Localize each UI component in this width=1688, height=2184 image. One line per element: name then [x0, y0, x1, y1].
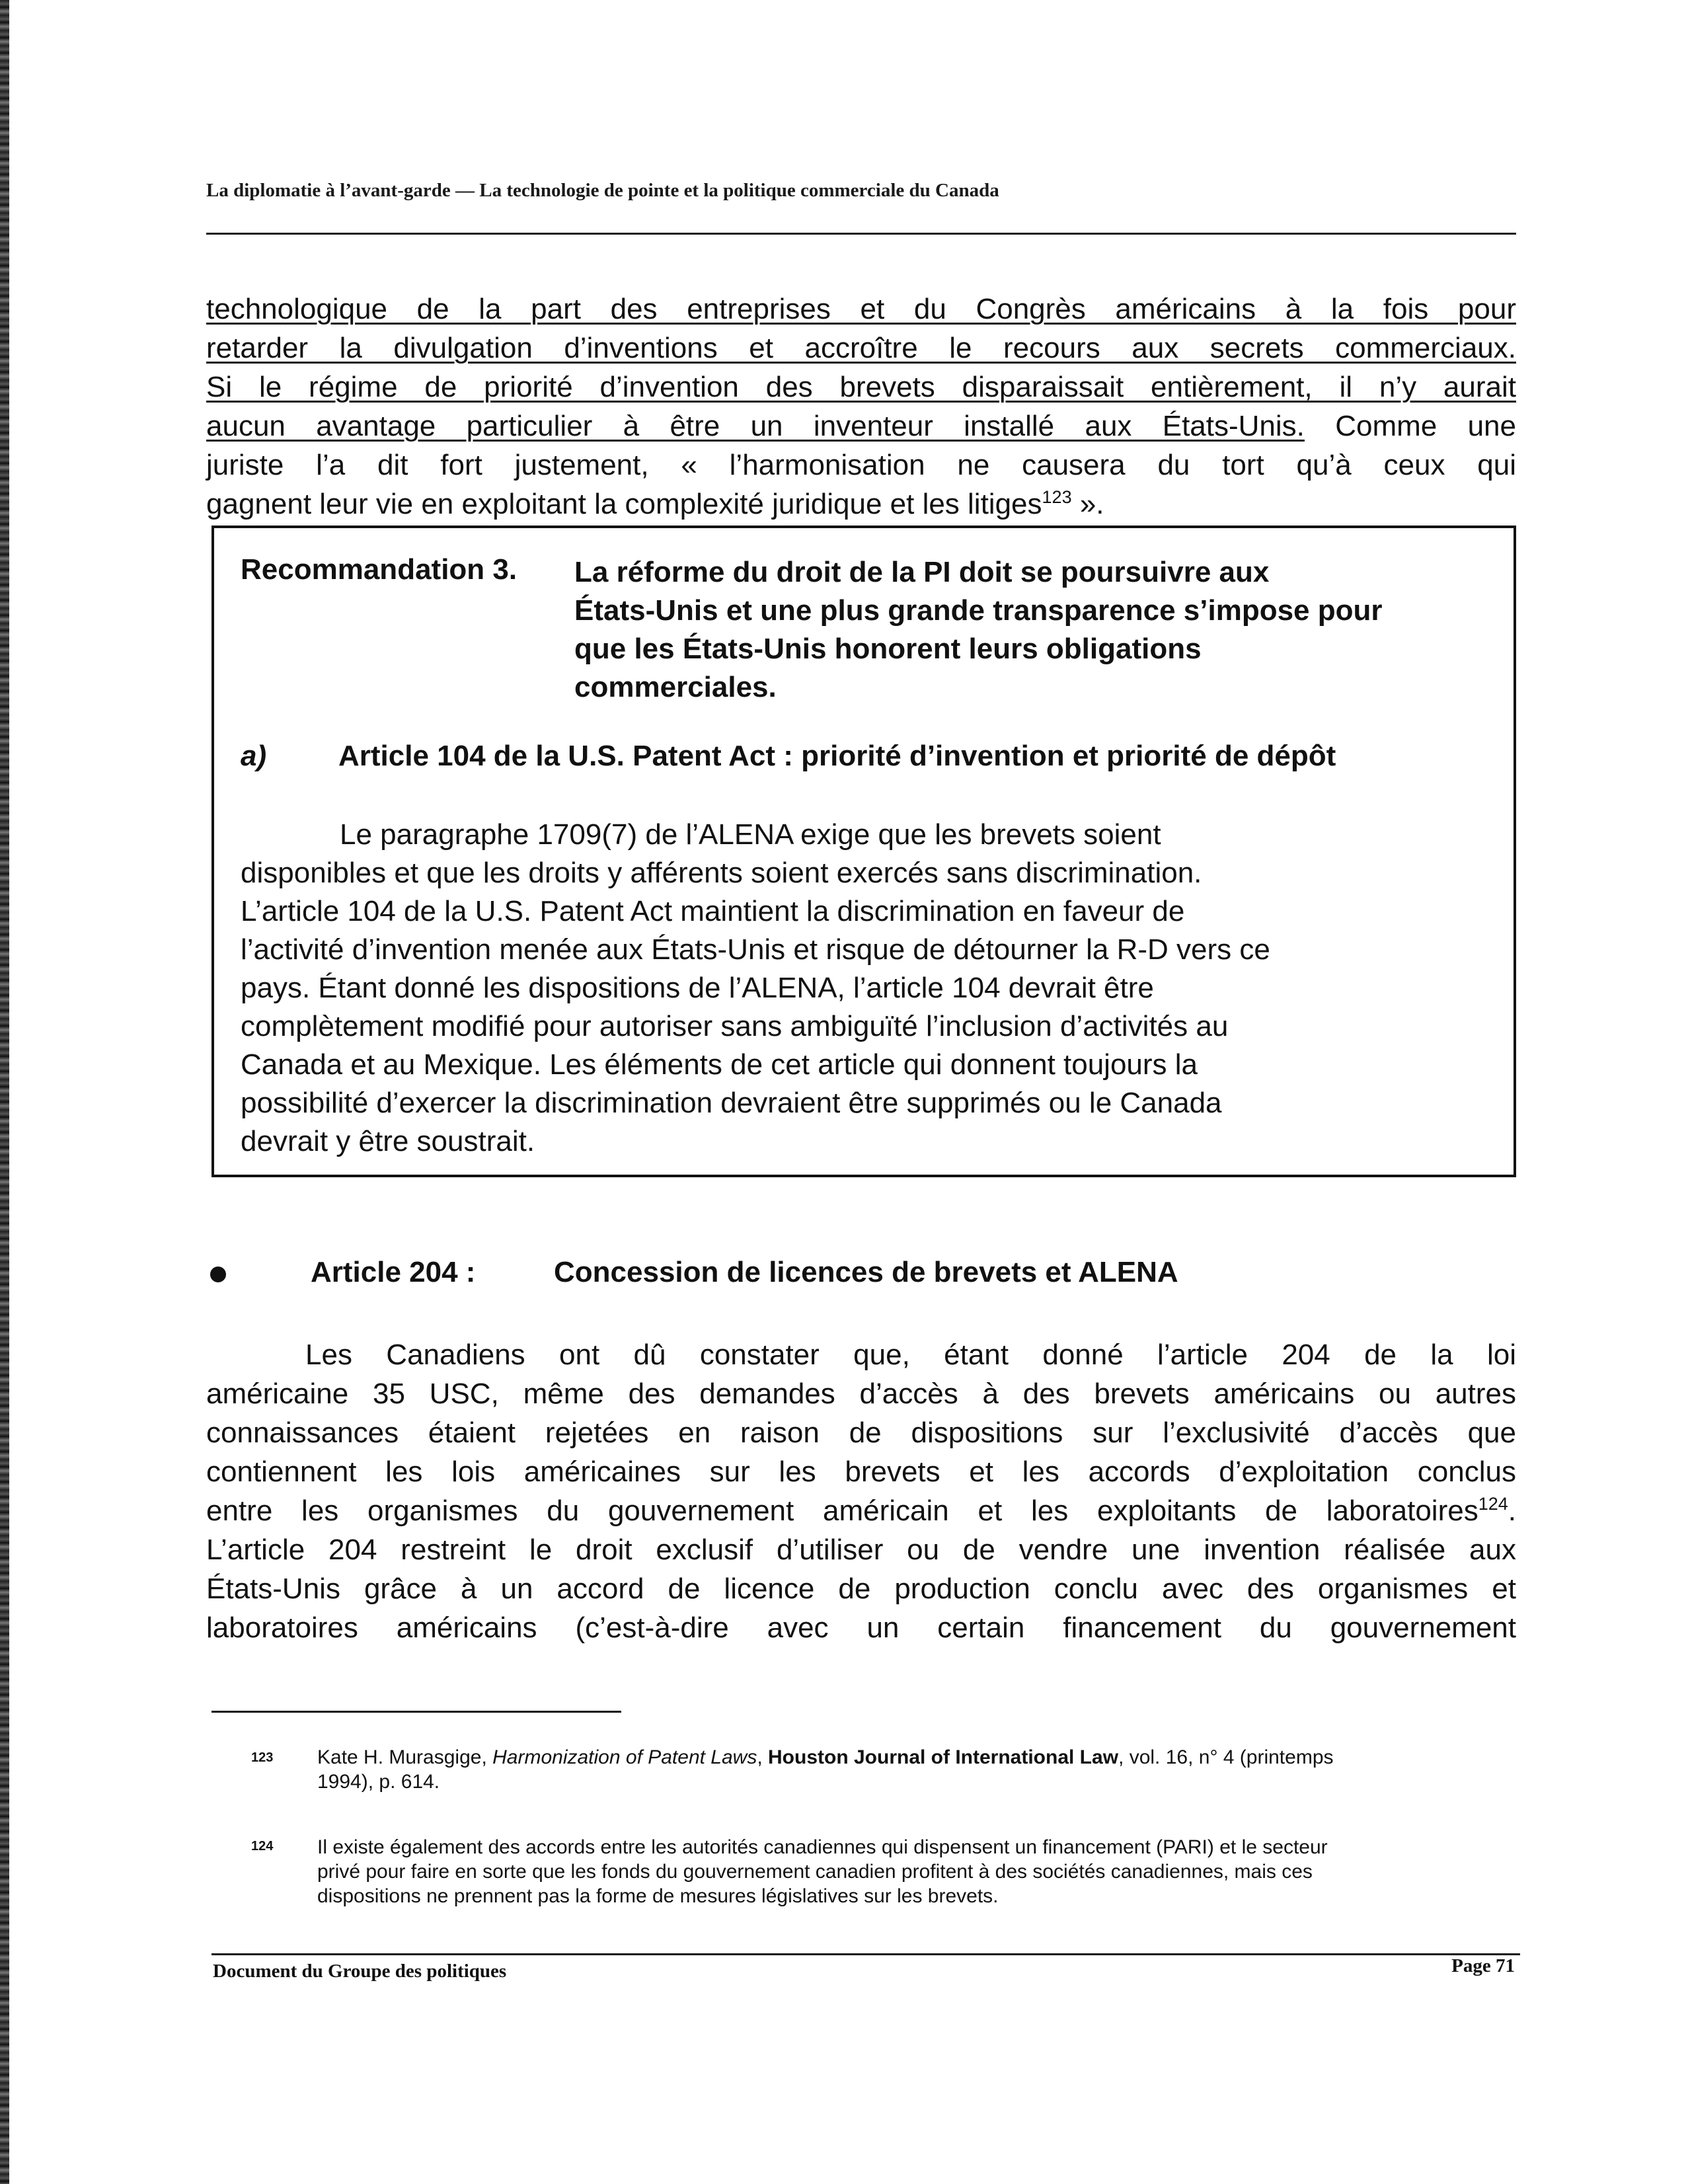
section-label: Article 204 : [311, 1256, 476, 1288]
section-title: Concession de licences de brevets et ALENA [554, 1256, 1178, 1288]
subheading-letter: a) [241, 740, 267, 772]
footnote-ref-123: 123 [1042, 487, 1072, 507]
footnote-ref-124: 124 [1478, 1494, 1508, 1514]
intro-line-1: technologique de la part des entreprises et du Congrès américains à la fois pour [206, 293, 1516, 325]
intro-line-2: retarder la divulgation d’inventions et accroître le recours aux secrets commerciaux. [206, 332, 1516, 364]
bullet-icon [210, 1267, 226, 1282]
intro-line-5: juriste l’a dit fort justement, « l’harmonisation ne causera du tort qu’à ceux qui [206, 449, 1516, 481]
footnote-124: Il existe également des accords entre les autorités canadiennes qui dispensent un financement (PARI) et le secteur privé pour faire en sorte que les fonds du gouvernement canadien profitent à des sociétés canadiennes, mais ces dispositions ne prennent pas la forme de mesures législatives sur les brevets. [317, 1836, 1328, 1907]
paragraph-line: États-Unis grâce à un accord de licence de production conclu avec des organismes et [206, 1573, 1516, 1605]
paragraph-line: l’activité d’invention menée aux États-Unis et risque de détourner la R-D vers ce [241, 933, 1270, 966]
recommendation-line: que les États-Unis honorent leurs obligations [574, 633, 1202, 665]
paragraph-line: pays. Étant donné les dispositions de l’ALENA, l’article 104 devrait être [241, 972, 1154, 1004]
page-number: Page 71 [1451, 1955, 1515, 1976]
paragraph-line: L’article 204 restreint le droit exclusif d’utiliser ou de vendre une invention réalisée aux [206, 1534, 1516, 1566]
paragraph-line: Les Canadiens ont dû constater que, étant donné l’article 204 de la loi [305, 1339, 1516, 1371]
paragraph-line: disponibles et que les droits y afférents soient exercés sans discrimination. [241, 857, 1202, 889]
article-204-paragraph [206, 1335, 1516, 1647]
article-104-paragraph [241, 816, 1483, 1161]
header-rule [206, 233, 1516, 235]
footnote-rule [211, 1711, 621, 1713]
footnote-number: 124 [251, 1839, 274, 1853]
paragraph-line: entre les organismes du gouvernement américain et les exploitants de laboratoires$^{124}$. [206, 1494, 1516, 1527]
recommendation-label: Recommandation 3. [241, 553, 518, 586]
paragraph-line: américaine 35 USC, même des demandes d’accès à des brevets américains ou autres [206, 1378, 1516, 1410]
recommendation-line: États-Unis et une plus grande transparence s’impose pour [574, 594, 1383, 627]
running-header: La diplomatie à l’avant-garde — La technologie de pointe et la politique commerciale du Canada [206, 180, 999, 201]
paragraph-line: contiennent les lois américaines sur les brevets et les accords d’exploitation conclus [206, 1456, 1516, 1488]
paragraph-line: L’article 104 de la U.S. Patent Act maintient la discrimination en faveur de [241, 895, 1185, 927]
paragraph-line: possibilité d’exercer la discrimination devraient être supprimés ou le Canada [241, 1087, 1222, 1119]
paragraph-line: devrait y être soustrait. [241, 1125, 535, 1157]
scan-edge [0, 0, 9, 2184]
recommendation-box [211, 526, 1516, 1177]
recommendation-line: La réforme du droit de la PI doit se poursuivre aux [574, 556, 1270, 588]
footer-document-title: Document du Groupe des politiques [213, 1961, 507, 1982]
intro-paragraph [206, 290, 1516, 524]
recommendation-line: commerciales. [574, 671, 777, 703]
paragraph-line: connaissances étaient rejetées en raison de dispositions sur l’exclusivité d’accès que [206, 1417, 1516, 1449]
paragraph-line: Le paragraphe 1709(7) de l’ALENA exige que les brevets soient [340, 818, 1161, 851]
footnote-123: Kate H. Murasgige, Harmonization of Patent Laws, Houston Journal of International Law, vol. 16, n° 4 (printemps 1994), p. 614. [317, 1746, 1334, 1793]
subheading-title: Article 104 de la U.S. Patent Act : priorité d’invention et priorité de dépôt [338, 740, 1336, 772]
paragraph-line: complètement modifié pour autoriser sans ambiguïté l’inclusion d’activités au [241, 1010, 1229, 1042]
intro-line-4: aucun avantage particulier à être un inventeur installé aux États-Unis. Comme une [206, 410, 1516, 442]
paragraph-line: laboratoires américains (c’est-à-dire avec un certain financement du gouvernement [206, 1612, 1516, 1644]
recommendation-text [574, 553, 1486, 707]
paragraph-line: Canada et au Mexique. Les éléments de cet article qui donnent toujours la [241, 1048, 1198, 1081]
intro-line-6: gagnent leur vie en exploitant la complexité juridique et les litiges$^{123}$ ». [206, 487, 1104, 520]
intro-line-3: Si le régime de priorité d’invention des brevets disparaissait entièrement, il n’y aurait [206, 371, 1516, 403]
footer-rule [211, 1953, 1520, 1955]
footnote-number: 123 [251, 1750, 274, 1765]
